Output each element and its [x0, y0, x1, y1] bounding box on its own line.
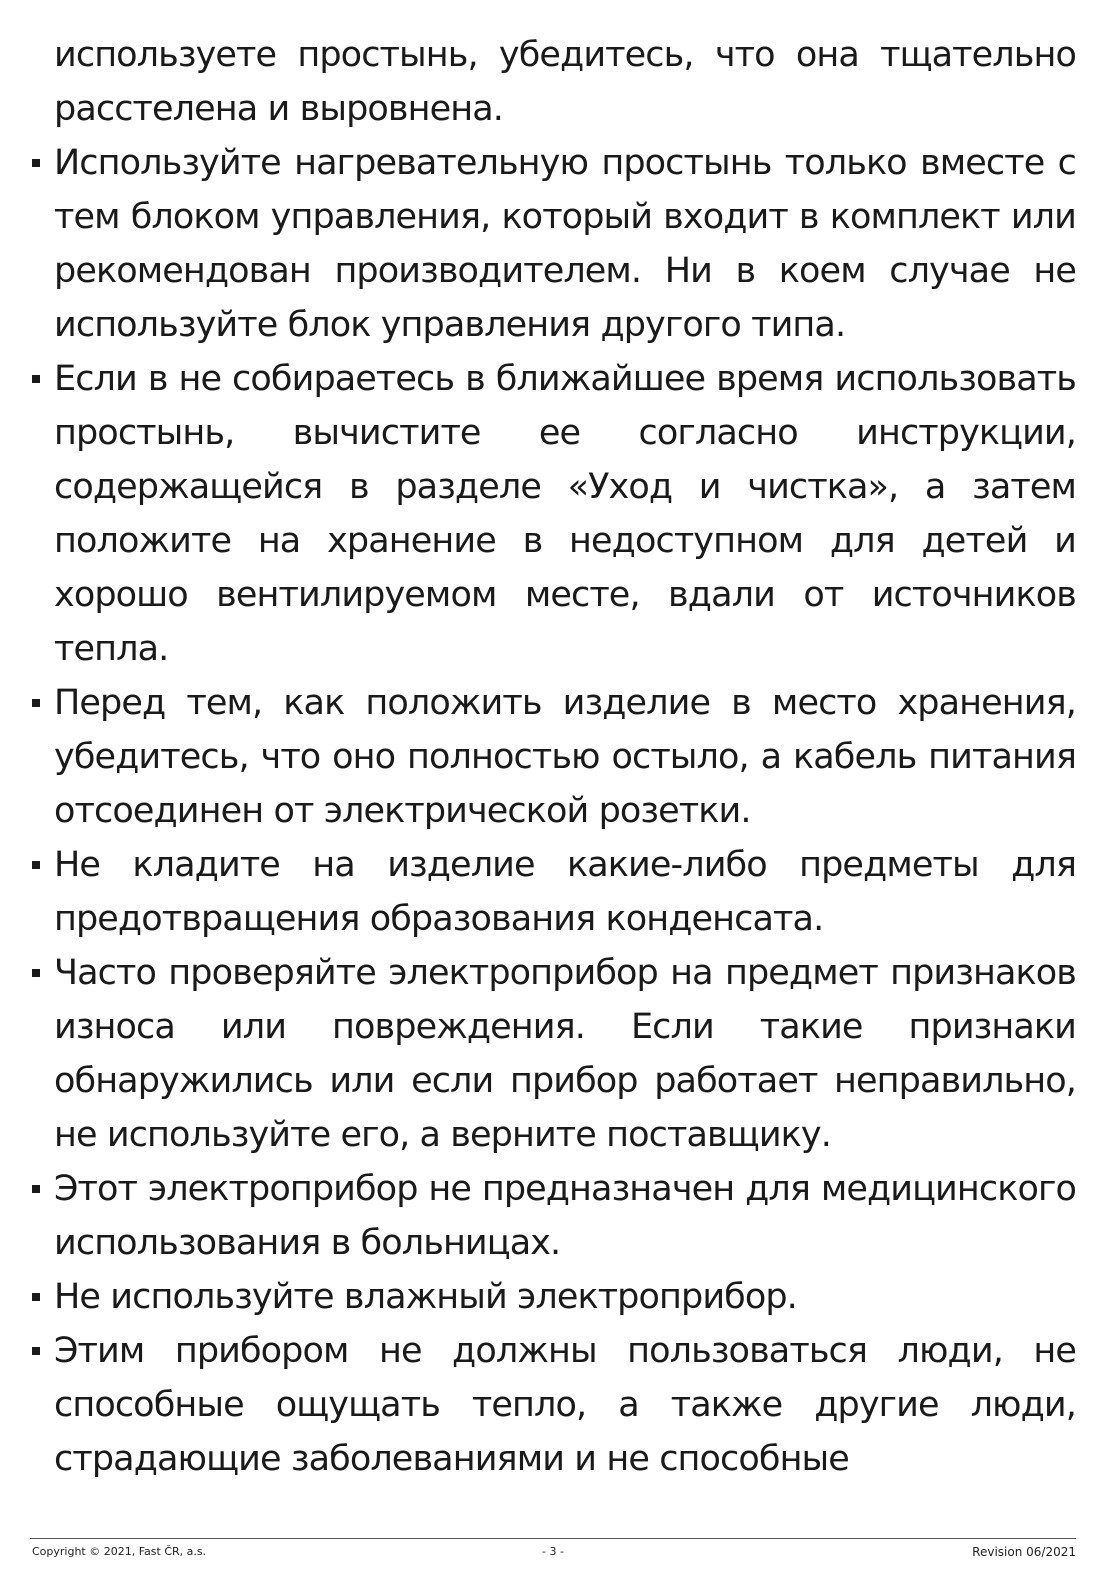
square-bullet-icon	[32, 375, 40, 383]
bullet-item	[30, 352, 1076, 676]
square-bullet-icon	[32, 159, 40, 167]
bullet-text: Не кладите на изделие какие-либо предметы для предотвращения образования конденсата.	[54, 845, 1076, 939]
bullet-text: Часто проверяйте электроприбор на предмет признаков износа или повреждения. Если такие признаки обнаружились или если прибор работает неправильно, не используйте его, а верните поставщику.	[54, 953, 1076, 1155]
footer-revision: Revision 06/2021	[972, 1545, 1076, 1559]
bullet-list	[30, 136, 1076, 1486]
intro-continuation: используете простынь, убедитесь, что она тщательно расстелена и выровнена.	[54, 35, 1076, 129]
bullet-text: Этот электроприбор не предназначен для медицинского использования в больницах.	[54, 1169, 1076, 1263]
bullet-item	[30, 838, 1076, 946]
bullet-item	[30, 676, 1076, 838]
document-body	[30, 28, 1076, 1486]
footer-copyright: Copyright © 2021, Fast ČR, a.s.	[32, 1545, 207, 1558]
bullet-item	[30, 1324, 1076, 1486]
square-bullet-icon	[32, 1347, 40, 1355]
bullet-text: Используйте нагревательную простынь только вместе с тем блоком управления, который входит в комплект или рекомендован производителем. Ни в коем случае не используйте блок управления другого типа.	[54, 143, 1076, 345]
bullet-item	[30, 946, 1076, 1162]
bullet-item	[30, 136, 1076, 352]
bullet-text: Не используйте влажный электроприбор.	[54, 1277, 797, 1317]
square-bullet-icon	[32, 1185, 40, 1193]
bullet-item	[30, 1270, 1076, 1324]
bullet-item	[30, 1162, 1076, 1270]
footer-page-number: - 3 -	[542, 1545, 564, 1558]
bullet-text: Этим прибором не должны пользоваться люди, не способные ощущать тепло, а также другие люди, страдающие заболеваниями и не способные	[54, 1331, 1076, 1479]
square-bullet-icon	[32, 969, 40, 977]
bullet-text: Если в не собираетесь в ближайшее время использовать простынь, вычистите ее согласно инструкции, содержащейся в разделе «Уход и чистка», а затем положите на хранение в недоступном для детей и хорошо вентилируемом месте, вдали от источников тепла.	[54, 359, 1076, 669]
page-footer	[30, 1538, 1076, 1569]
square-bullet-icon	[32, 1293, 40, 1301]
bullet-text: Перед тем, как положить изделие в место хранения, убедитесь, что оно полностью остыло, а кабель питания отсоединен от электрической розетки.	[54, 683, 1076, 831]
square-bullet-icon	[32, 699, 40, 707]
square-bullet-icon	[32, 861, 40, 869]
